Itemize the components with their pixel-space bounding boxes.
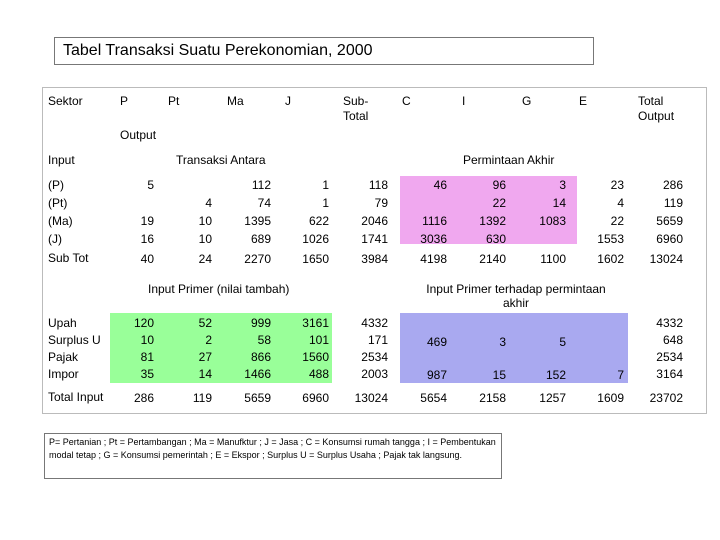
input-primer-final-heading-2: akhir bbox=[502, 296, 529, 310]
col-pt-bottom: 52 2 27 14 bbox=[198, 316, 212, 381]
col-ma-bottom: 999 58 866 1466 bbox=[244, 316, 271, 381]
legend-text: P= Pertanian ; Pt = Pertambangan ; Ma = Manufktur ; J = Jasa ; C = Konsumsi rumah tangga ; I = Pembentukan modal tetap ; G = Konsumsi pemerintah ; E = Ekspor ; Surplus U = Surplus Usaha ; Pajak tak langsung. bbox=[49, 437, 496, 460]
subtot-ma: 2270 bbox=[244, 252, 271, 266]
subtot-e: 1602 bbox=[597, 252, 624, 266]
total-input-label: Total Input bbox=[48, 390, 104, 404]
total-input-pt: 119 bbox=[192, 391, 212, 405]
header-total-output-1: Total bbox=[638, 94, 664, 108]
header-p: P bbox=[120, 94, 129, 108]
subtot-j: 1650 bbox=[302, 252, 329, 266]
subtot-p: 40 bbox=[140, 252, 154, 266]
header-subtotal-1: Sub- bbox=[343, 94, 369, 108]
total-input-ma: 5659 bbox=[244, 391, 271, 405]
col-total-output-bottom: 4332 648 2534 3164 bbox=[656, 316, 683, 381]
col-p-top: 5 19 16 bbox=[140, 178, 154, 246]
col-e-top: 23 4 22 1553 bbox=[597, 178, 624, 246]
cell-g-bottom-2: 152 bbox=[545, 368, 566, 382]
subtot-pt: 24 bbox=[198, 252, 212, 266]
cell-i-bottom-1: 3 bbox=[499, 335, 506, 349]
header-permintaan-akhir: Permintaan Akhir bbox=[463, 153, 555, 167]
total-input-j: 6960 bbox=[302, 391, 329, 405]
cell-c-bottom-2: 987 bbox=[426, 368, 447, 382]
header-g: G bbox=[522, 94, 532, 108]
subtot-i: 2140 bbox=[479, 252, 506, 266]
subtot-c: 4198 bbox=[420, 252, 447, 266]
total-input-subtotal: 13024 bbox=[354, 391, 388, 405]
subtot-g: 1100 bbox=[540, 252, 566, 266]
cell-e-bottom: 7 bbox=[617, 368, 624, 382]
subtot-total-output: 13024 bbox=[649, 252, 683, 266]
col-total-output-top: 286 119 5659 6960 bbox=[656, 178, 683, 246]
col-subtotal-bottom: 4332 171 2534 2003 bbox=[361, 316, 388, 381]
header-transaksi-antara: Transaksi Antara bbox=[176, 153, 266, 167]
subtot-label: Sub Tot bbox=[48, 251, 89, 265]
header-i: I bbox=[462, 94, 466, 108]
col-g-top: 3 14 1083 bbox=[539, 178, 566, 228]
legend-box bbox=[44, 433, 502, 479]
col-p-bottom: 120 10 81 35 bbox=[133, 316, 154, 381]
cell-g-bottom-1: 5 bbox=[559, 335, 566, 349]
col-c-top: 46 1116 3036 bbox=[420, 178, 447, 246]
col-ma-top: 112 74 1395 689 bbox=[244, 178, 271, 246]
col-i-top: 96 22 1392 630 bbox=[479, 178, 506, 246]
header-j: J bbox=[285, 94, 291, 108]
header-subtotal-2: Total bbox=[343, 109, 369, 123]
total-input-i: 2158 bbox=[479, 391, 506, 405]
col-pt-top: 4 10 10 bbox=[198, 196, 212, 246]
row-labels-top: (P) (Pt) (Ma) (J) bbox=[48, 178, 73, 246]
col-j-top: 1 1 622 1026 bbox=[302, 178, 329, 246]
header-c: C bbox=[402, 94, 411, 108]
total-input-c: 5654 bbox=[420, 391, 447, 405]
total-input-total-output: 23702 bbox=[649, 391, 683, 405]
header-total-output-2: Output bbox=[638, 109, 675, 123]
header-ma: Ma bbox=[227, 94, 244, 108]
header-input: Input bbox=[48, 153, 75, 167]
row-labels-bottom: Upah Surplus U Pajak Impor bbox=[48, 316, 101, 381]
total-input-e: 1609 bbox=[597, 391, 624, 405]
title-box bbox=[54, 37, 594, 65]
cell-i-bottom-2: 15 bbox=[492, 368, 506, 382]
total-input-p: 286 bbox=[133, 391, 154, 405]
col-subtotal-top: 118 79 2046 1741 bbox=[361, 178, 388, 246]
header-output: Output bbox=[120, 128, 157, 142]
header-pt: Pt bbox=[168, 94, 180, 108]
cell-c-bottom-1: 469 bbox=[426, 335, 447, 349]
input-primer-final-heading-1: Input Primer terhadap permintaan bbox=[426, 282, 606, 296]
header-sektor: Sektor bbox=[48, 94, 83, 108]
header-e: E bbox=[579, 94, 588, 108]
subtot-subtotal: 3984 bbox=[361, 252, 388, 266]
page-title: Tabel Transaksi Suatu Perekonomian, 2000 bbox=[63, 42, 373, 59]
total-input-g: 1257 bbox=[539, 391, 566, 405]
input-primer-heading: Input Primer (nilai tambah) bbox=[148, 282, 290, 296]
col-j-bottom: 3161 101 1560 488 bbox=[302, 316, 329, 381]
